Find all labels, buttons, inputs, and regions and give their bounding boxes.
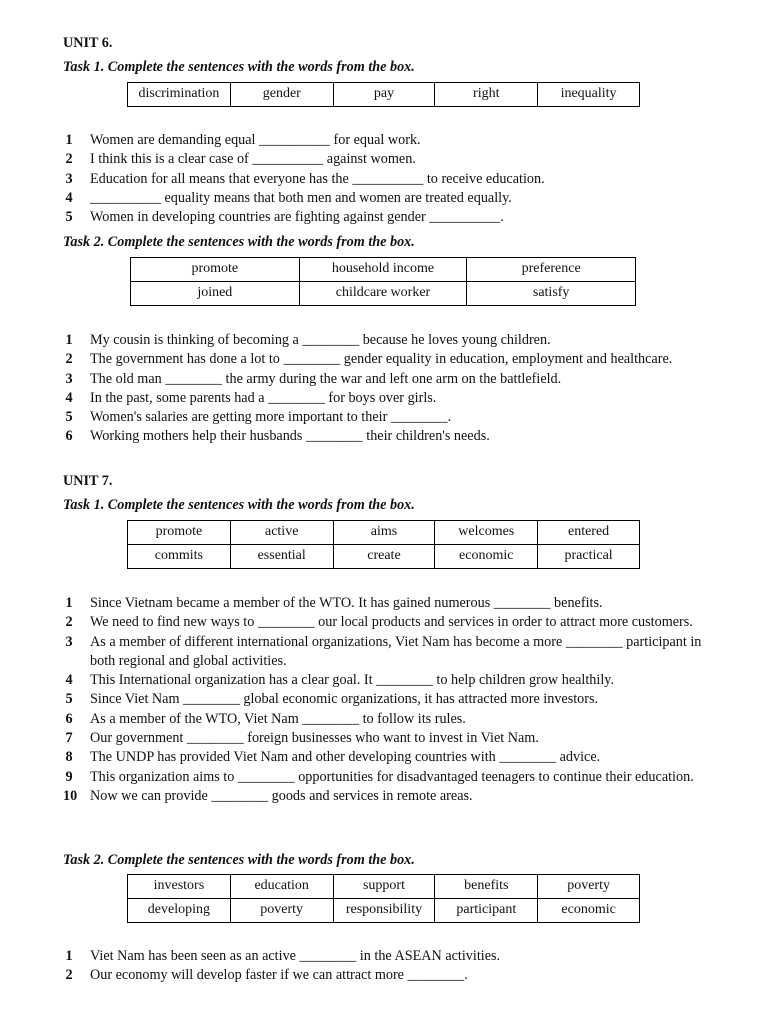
word-box-cell: active [230,521,333,545]
word-box-cell: discrimination [128,83,231,107]
item-text: Our government ________ foreign businesses who want to invest in Viet Nam. [90,730,539,747]
list-item [63,729,703,748]
unit6-task1-list [63,131,703,227]
unit7-task2-word-box [127,874,640,923]
unit7-task2-list [63,947,703,986]
unit6-task1-title: Task 1. Complete the sentences with the words from the box. [63,59,415,75]
unit7-heading: UNIT 7. [63,473,113,489]
item-number: 1 [65,132,73,148]
list-item [63,787,703,806]
word-box-cell: aims [333,521,435,545]
word-box-cell: inequality [538,83,640,107]
word-box-cell: support [333,875,435,899]
word-box-cell: economic [435,545,538,569]
unit6-task2-title: Task 2. Complete the sentences with the words from the box. [63,234,415,250]
list-item [63,150,703,169]
item-text: Our economy will develop faster if we can attract more ________. [90,967,468,984]
word-box-cell: participant [435,899,538,923]
list-item [63,613,703,632]
item-number: 2 [65,614,73,631]
item-text: The government has done a lot to ________ gender equality in education, employment and healthcare. [90,351,673,368]
item-text: Women are demanding equal __________ for equal work. [90,132,421,148]
item-text: Women in developing countries are fighting against gender __________. [90,209,504,226]
list-item [63,671,703,690]
word-box-cell: welcomes [435,521,538,545]
word-box-cell: poverty [538,875,640,899]
list-item [63,427,703,446]
item-number: 6 [65,428,73,445]
word-box-cell: household income [299,258,467,282]
word-box-cell: investors [128,875,231,899]
unit6-task2-word-box [130,257,636,306]
word-box-row [131,282,636,306]
item-number: 7 [65,730,73,747]
word-box-cell: developing [128,899,231,923]
unit6-task2-list [63,331,703,447]
item-number: 5 [65,209,73,226]
item-number: 1 [65,948,73,964]
word-box-row [128,875,640,899]
item-number: 2 [65,351,73,368]
list-item [63,331,703,350]
unit7-task1-list [63,594,703,806]
item-text: As a member of the WTO, Viet Nam ________ to follow its rules. [90,710,466,727]
word-box-cell: entered [538,521,640,545]
item-number: 10 [63,787,78,804]
list-item [63,947,703,966]
word-box-cell: create [333,545,435,569]
item-text: We need to find new ways to ________ our local products and services in order to attract more customers. [90,614,693,631]
list-item [63,748,703,767]
word-box-row [128,521,640,545]
item-number: 5 [65,691,73,708]
list-item [63,208,703,227]
item-number: 6 [65,710,73,727]
item-number: 4 [65,672,73,689]
word-box-cell: joined [131,282,300,306]
word-box-row [128,899,640,923]
list-item [63,189,703,208]
word-box-cell: commits [128,545,231,569]
list-item [63,966,703,985]
item-number: 3 [65,370,73,387]
word-box-cell: poverty [230,899,333,923]
word-box-cell: gender [230,83,333,107]
item-text: Now we can provide ________ goods and services in remote areas. [90,787,473,804]
list-item [63,170,703,189]
item-number: 8 [65,749,73,766]
item-number: 1 [65,332,73,348]
unit7-task1-title: Task 1. Complete the sentences with the words from the box. [63,497,415,513]
word-box-cell: practical [538,545,640,569]
item-text: Viet Nam has been seen as an active ________ in the ASEAN activities. [90,948,501,964]
word-box-cell: pay [333,83,435,107]
unit7-task2-title: Task 2. Complete the sentences with the words from the box. [63,852,415,868]
list-item [63,408,703,427]
list-item [63,370,703,389]
item-text: As a member of different international organizations, Viet Nam has become a more ________ participant in both regional and global activities. [90,633,702,669]
item-text: Women's salaries are getting more important to their ________. [90,409,452,426]
item-number: 2 [65,967,73,984]
item-number: 1 [65,595,73,611]
word-box-cell: economic [538,899,640,923]
item-number: 2 [65,151,73,168]
list-item [63,594,703,613]
item-text: Since Vietnam became a member of the WTO. It has gained numerous ________ benefits. [90,595,603,611]
item-number: 5 [65,409,73,426]
word-box-row [128,83,640,107]
item-text: The old man ________ the army during the war and left one arm on the battlefield. [90,370,562,387]
item-text: Working mothers help their husbands ________ their children's needs. [90,428,490,445]
item-text: I think this is a clear case of __________ against women. [90,151,416,168]
item-number: 9 [65,768,73,785]
word-box-cell: essential [230,545,333,569]
word-box-row [131,258,636,282]
word-box-cell: promote [131,258,300,282]
word-box-cell: preference [467,258,636,282]
word-box-cell: promote [128,521,231,545]
item-text: In the past, some parents had a ________ for boys over girls. [90,389,437,406]
item-number: 4 [65,389,73,406]
list-item [63,131,703,150]
item-number: 3 [65,170,73,187]
unit6-task1-word-box [127,82,640,107]
word-box-cell: benefits [435,875,538,899]
word-box-cell: satisfy [467,282,636,306]
item-text: Education for all means that everyone has the __________ to receive education. [90,170,545,187]
word-box-cell: responsibility [333,899,435,923]
item-text: __________ equality means that both men and women are treated equally. [90,189,512,206]
item-number: 3 [65,633,73,650]
item-number: 4 [65,189,73,206]
list-item [63,633,703,672]
list-item [63,690,703,709]
item-text: This International organization has a clear goal. It ________ to help children grow healthily. [90,672,614,689]
word-box-cell: education [230,875,333,899]
item-text: The UNDP has provided Viet Nam and other developing countries with ________ advice. [90,749,601,766]
unit7-task1-word-box [127,520,640,569]
word-box-cell: right [435,83,538,107]
item-text: This organization aims to ________ opportunities for disadvantaged teenagers to continue their education. [90,768,694,785]
word-box-row [128,545,640,569]
list-item [63,350,703,369]
word-box-cell: childcare worker [299,282,467,306]
list-item [63,389,703,408]
unit6-heading: UNIT 6. [63,35,113,51]
item-text: Since Viet Nam ________ global economic organizations, it has attracted more investors. [90,691,599,708]
item-text: My cousin is thinking of becoming a ________ because he loves young children. [90,332,551,348]
list-item [63,710,703,729]
list-item [63,768,703,787]
